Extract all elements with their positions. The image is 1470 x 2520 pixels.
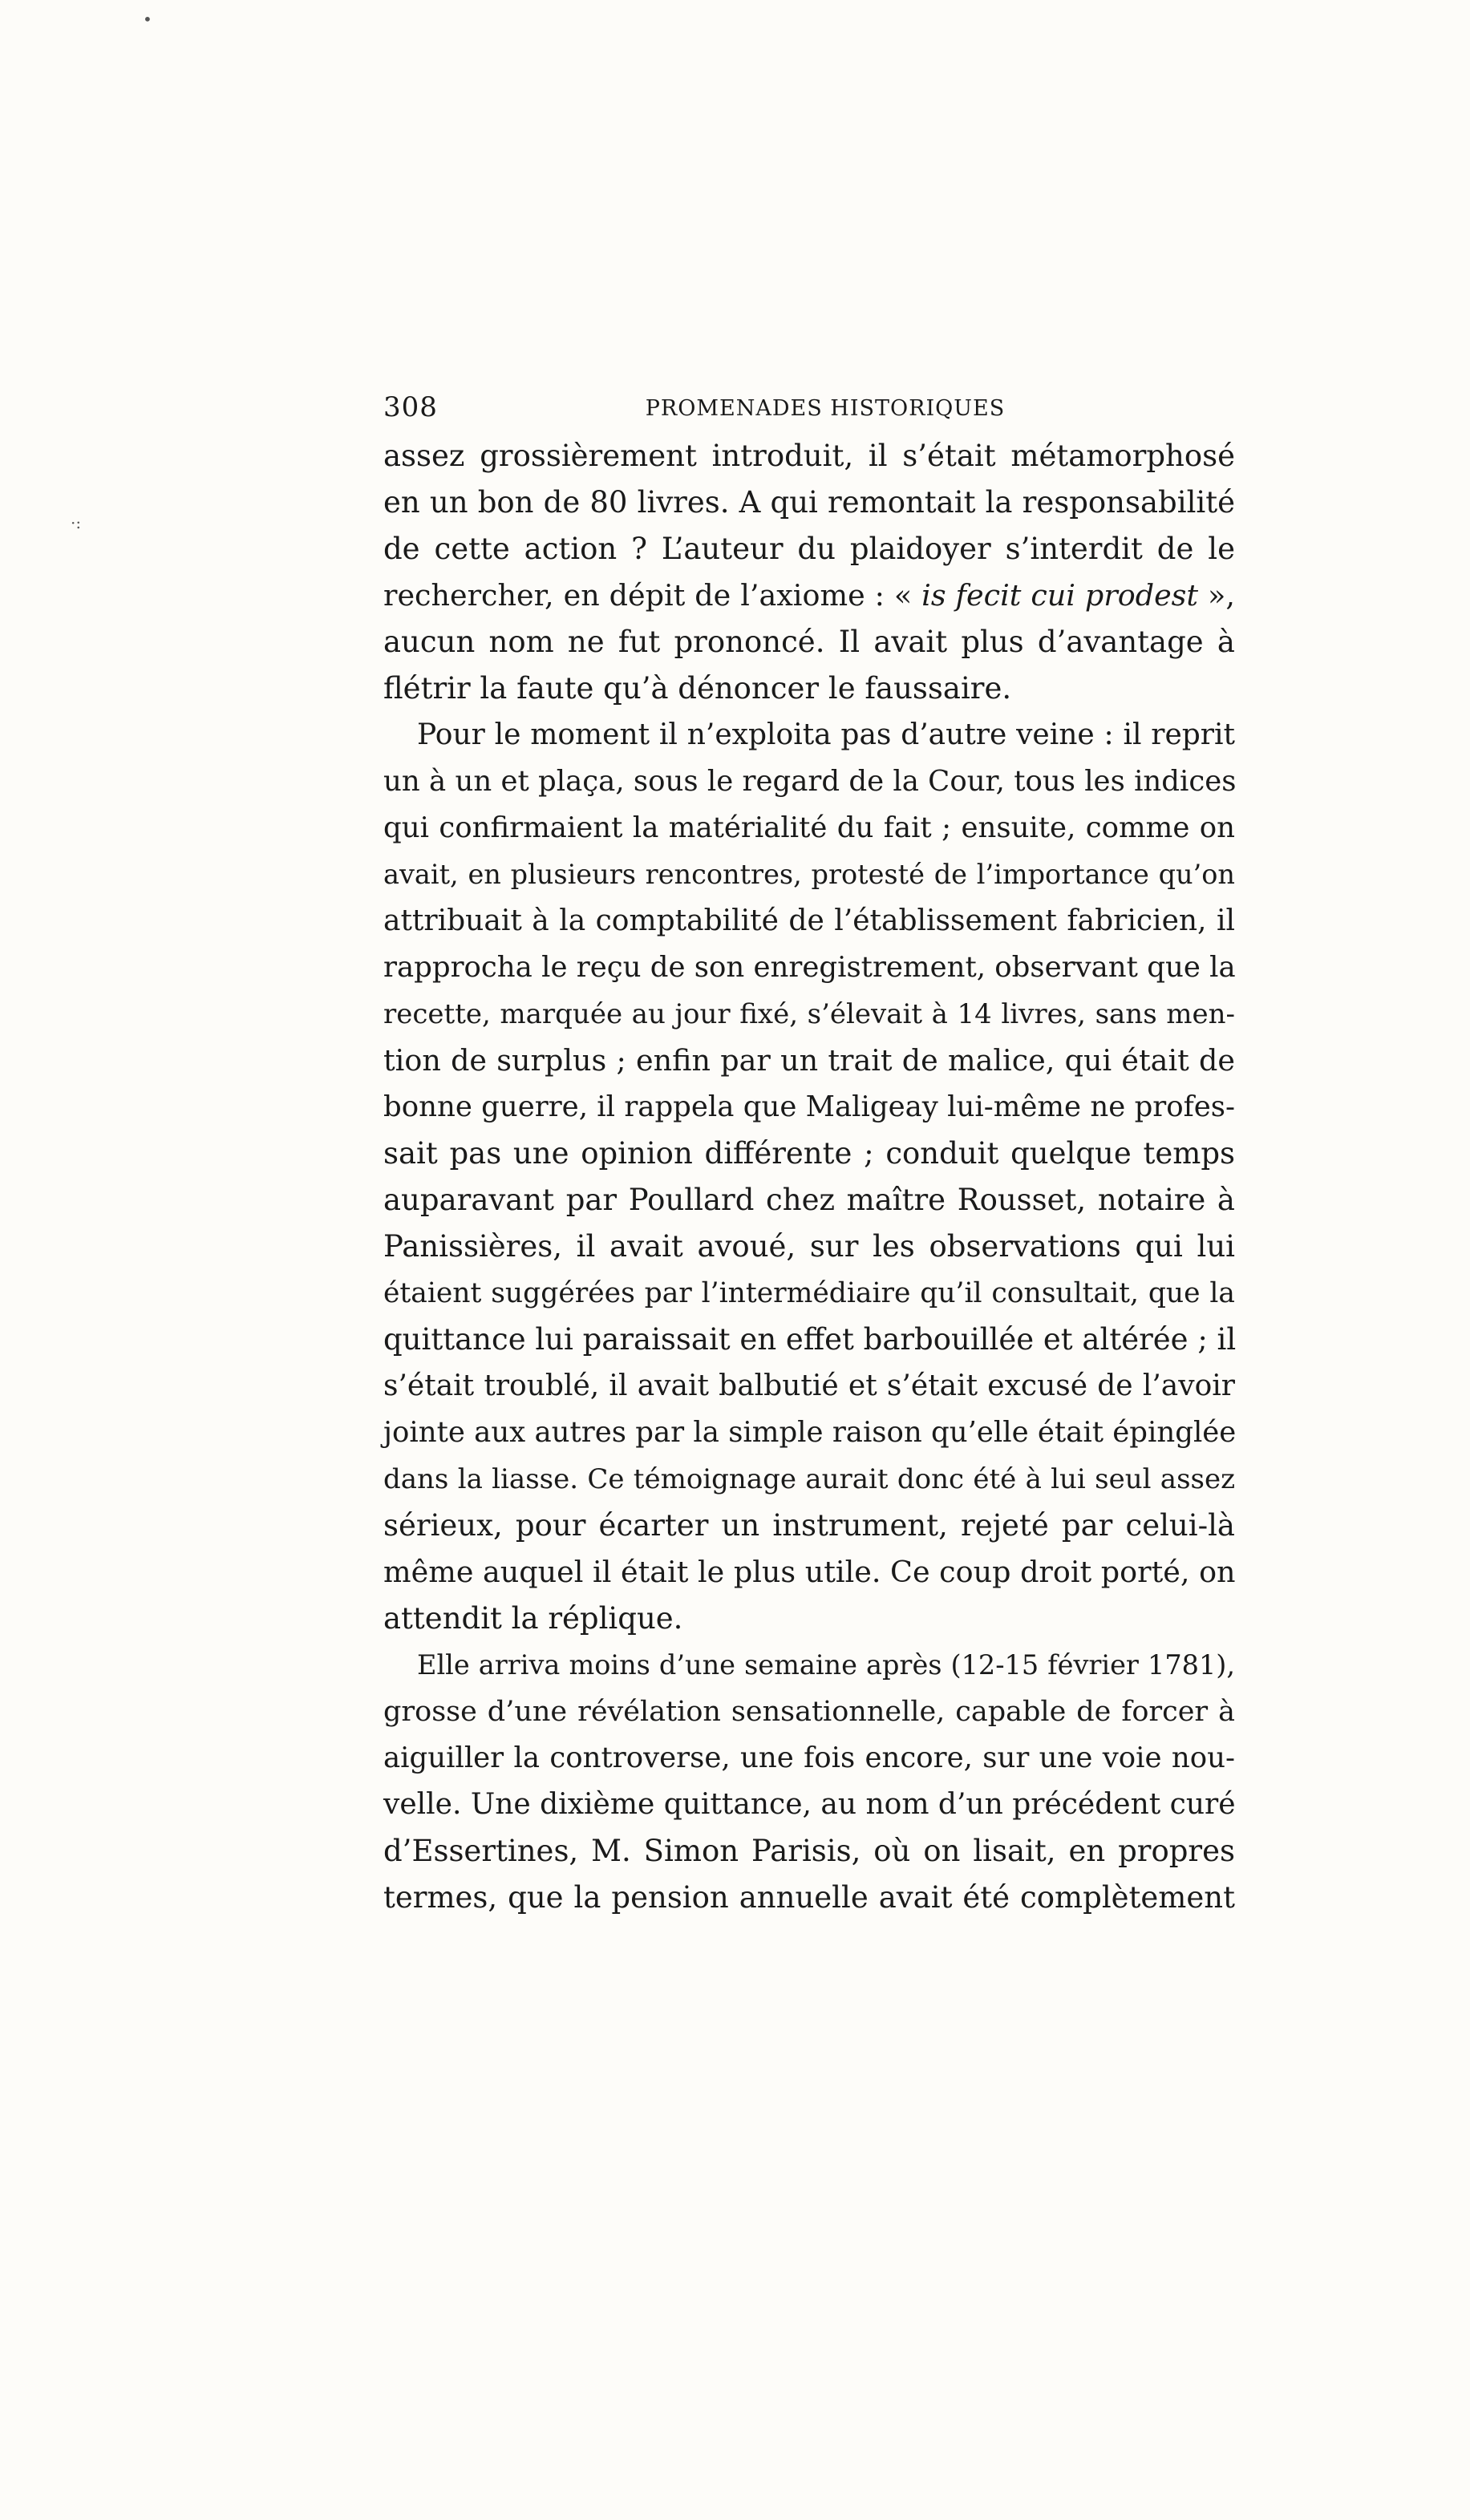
text-line: aiguiller la controverse, une fois encore, sur une voie nou- (383, 1741, 1235, 1774)
text-line: en un bon de 80 livres. A qui remontait la responsabilité (383, 485, 1235, 520)
paragraph-3 (383, 1642, 1235, 1921)
running-title: PROMENADES HISTORIQUES (645, 396, 1006, 421)
running-head (383, 385, 1235, 433)
text-line: termes, que la pension annuelle avait été complètement (383, 1880, 1235, 1915)
text-line: bonne guerre, il rappela que Maligeay lui-même ne profes- (383, 1090, 1235, 1123)
text-line: avait, en plusieurs rencontres, protesté de l’importance qu’on (383, 859, 1235, 890)
text-line: auparavant par Poullard chez maître Rousset, notaire à (383, 1183, 1235, 1217)
text-line: Pour le moment il n’exploita pas d’autre veine : il reprit (417, 718, 1235, 751)
text-line: sait pas une opinion différente ; conduit quelque temps (383, 1136, 1235, 1171)
text-line: tion de surplus ; enfin par un trait de malice, qui était de (383, 1043, 1235, 1078)
text-line: attribuait à la comptabilité de l’établissement fabricien, il (383, 904, 1235, 937)
text-line: dans la liasse. Ce témoignage aurait donc été à lui seul assez (383, 1463, 1235, 1495)
text-line: Panissières, il avait avoué, sur les observations qui lui (383, 1229, 1235, 1264)
text-line: rapprocha le reçu de son enregistrement, observant que la (383, 951, 1236, 984)
text-line: quittance lui paraissait en effet barbouillée et altérée ; il (383, 1322, 1237, 1357)
text-line: grosse d’une révélation sensationnelle, capable de forcer à (383, 1696, 1235, 1728)
text-line: aucun nom ne fut prononcé. Il avait plus d’avantage à (383, 625, 1235, 659)
text-line: sérieux, pour écarter un instrument, rejeté par celui-là (383, 1508, 1235, 1543)
paragraph-1 (383, 433, 1235, 712)
scan-speck-top-left: • (143, 10, 152, 29)
text-line: un à un et plaça, sous le regard de la Cour, tous les indices (383, 765, 1237, 798)
text-line: s’était troublé, il avait balbutié et s’était excusé de l’avoir (383, 1369, 1235, 1402)
text-line: d’Essertines, M. Simon Parisis, où on lisait, en propres (383, 1834, 1235, 1868)
text-line: attendit la réplique. (383, 1601, 683, 1636)
text-line: velle. Une dixième quittance, au nom d’un précédent curé (383, 1788, 1236, 1821)
book-page (383, 385, 1235, 1921)
text-line: de cette action ? L’auteur du plaidoyer s’interdit de le (383, 532, 1235, 566)
page-number: 308 (383, 391, 438, 423)
text-line: flétrir la faute qu’à dénoncer le faussaire. (383, 671, 1012, 706)
paragraph-2 (383, 712, 1235, 1642)
text-line: rechercher, en dépit de l’axiome : « is fecit cui prodest », (383, 578, 1235, 613)
text-line: jointe aux autres par la simple raison qu’elle était épinglée (383, 1416, 1237, 1449)
latin-axiom: is fecit cui prodest (921, 578, 1199, 613)
text-line: étaient suggérées par l’intermédiaire qu’il consultait, que la (383, 1277, 1235, 1309)
scan-speck-left-margin: ·: (71, 513, 82, 532)
text-line: assez grossièrement introduit, il s’était métamorphosé (383, 439, 1235, 473)
text-line: recette, marquée au jour fixé, s’élevait à 14 livres, sans men- (383, 998, 1235, 1030)
text-line: Elle arriva moins d’une semaine après (12-15 février 1781), (417, 1649, 1235, 1681)
text-line: même auquel il était le plus utile. Ce coup droit porté, on (383, 1555, 1236, 1589)
text-line: qui confirmaient la matérialité du fait ; ensuite, comme on (383, 811, 1235, 844)
